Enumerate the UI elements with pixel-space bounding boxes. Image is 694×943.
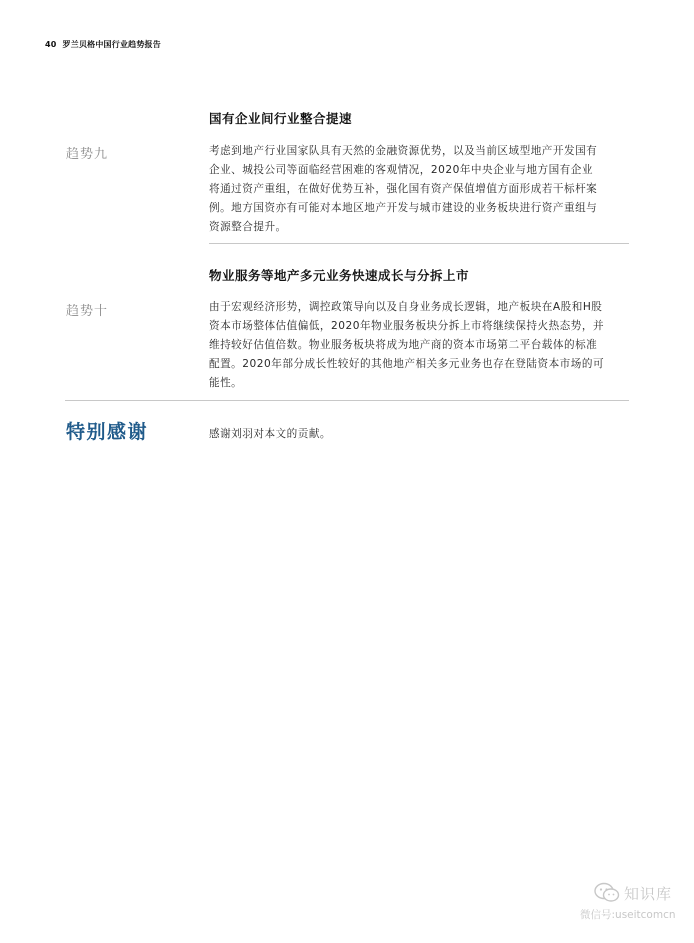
page-number: 40 <box>45 40 57 49</box>
trend9-line: 资源整合提升。 <box>209 221 287 234</box>
trend9-paragraph <box>209 142 629 237</box>
watermark-brand: 知识库 <box>624 885 673 903</box>
trend10-line: 资本市场整体估值偏低，2020年物业服务板块分拆上市将继续保持火热态势，并 <box>209 320 605 333</box>
watermark-subtitle: 微信号:useitcomcn <box>580 909 676 921</box>
trend9-line: 企业、城投公司等面临经营困难的客观情况，2020年中央企业与地方国有企业 <box>209 164 593 177</box>
page-header <box>45 39 161 50</box>
trend10-line: 配置。2020年部分成长性较好的其他地产相关多元业务也存在登陆资本市场的可 <box>209 358 605 371</box>
trend10-label: 趋势十 <box>66 304 109 319</box>
trend10-line: 由于宏观经济形势，调控政策导向以及自身业务成长逻辑，地产板块在A股和H股 <box>209 301 603 313</box>
thanks-text: 感谢刘羽对本文的贡献。 <box>209 428 332 440</box>
trend9-divider <box>209 243 629 244</box>
trend9-line: 例。地方国资亦有可能对本地区地产开发与城市建设的业务板块进行资产重组与 <box>209 202 598 215</box>
trend10-line: 维持较好估值倍数。物业服务板块将成为地产商的资本市场第二平台载体的标准 <box>209 339 598 352</box>
wechat-icon <box>594 882 620 908</box>
trend9-label: 趋势九 <box>66 147 109 162</box>
thanks-heading: 特别感谢 <box>66 421 149 443</box>
watermark <box>580 880 686 930</box>
trend9-line: 将通过资产重组，在做好优势互补，强化国有资产保值增值方面形成若干标杆案 <box>209 183 598 196</box>
section-divider <box>65 400 629 401</box>
trend10-line: 能性。 <box>209 377 243 390</box>
trend10-title: 物业服务等地产多元业务快速成长与分拆上市 <box>209 268 470 283</box>
trend9-title: 国有企业间行业整合提速 <box>209 111 353 126</box>
trend10-paragraph <box>209 298 629 393</box>
report-title: 罗兰贝格中国行业趋势报告 <box>62 40 161 49</box>
trend9-line: 考虑到地产行业国家队具有天然的金融资源优势，以及当前区域型地产开发国有 <box>209 145 598 157</box>
